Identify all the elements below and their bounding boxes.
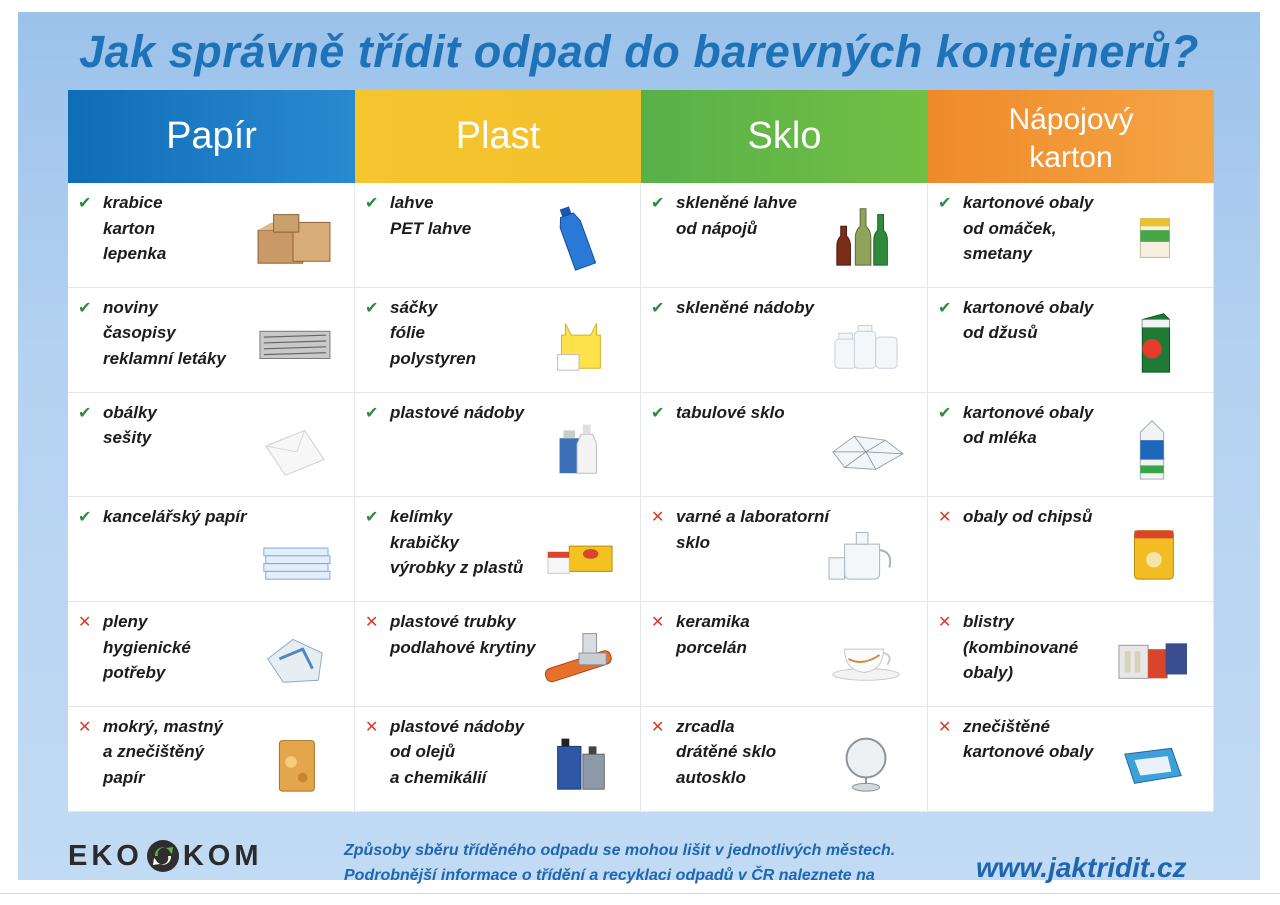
waste-item [355,288,641,393]
teacup-icon [825,620,907,690]
footer-note-line: Způsoby sběru tříděného odpadu se mohou lišit v jednotlivých městech. [344,842,896,859]
waste-item-line: noviny [103,297,158,317]
footer-note [344,838,895,888]
waste-item-line: obálky [103,402,157,422]
waste-item-line: kartonové obaly [963,742,1094,762]
waste-item [641,707,928,812]
waste-item-line: pleny [103,612,148,632]
waste-item-line: blistry [963,612,1015,632]
milk-carton-icon [1111,411,1193,481]
cross-icon: ✕ [938,614,952,632]
check-icon: ✔ [938,404,952,422]
waste-item-text [676,609,750,660]
waste-item-text [963,400,1093,451]
column-title-line: Nápojový [1008,102,1134,136]
waste-item [641,183,928,288]
paper-stack-icon [252,515,334,585]
waste-item-line: polystyren [390,348,476,368]
waste-item-text [103,504,247,530]
waste-item-line: potřeby [103,663,166,683]
waste-item [355,602,641,707]
waste-item-line: keramika [676,612,750,632]
waste-item-line: porcelán [676,637,747,657]
diaper-icon [252,620,334,690]
envelope-icon [252,411,334,481]
check-icon: ✔ [78,299,92,317]
logo-text-right: KOM [182,839,263,872]
waste-item-text [390,609,535,660]
blister-pack-icon [1111,620,1193,690]
waste-item-line: od nápojů [676,218,758,238]
waste-item-line: krabice [103,193,163,212]
waste-item-line: hygienické [103,637,191,657]
waste-item-line: od džusů [963,323,1038,343]
waste-item-line: tabulové sklo [676,402,785,422]
cross-icon: ✕ [938,509,952,527]
page-title: Jak správně třídit odpad do barevných kontejnerů? [79,26,1199,77]
waste-item-text [390,504,523,581]
waste-item-line: znečištěné [963,716,1050,736]
header-sklo [641,90,928,183]
check-icon: ✔ [651,195,665,212]
waste-item-line: kartonové obaly [963,297,1094,317]
waste-item-text [390,714,524,791]
pipes-icon [538,620,620,690]
waste-item-line: lepenka [103,244,167,263]
waste-item-line: obaly od chipsů [963,507,1093,527]
waste-item [928,497,1214,602]
waste-item-line: sáčky [390,297,438,317]
waste-item-line: od olejů [390,742,456,762]
waste-item-line: plastové nádoby [390,716,525,736]
cross-icon: ✕ [651,509,665,527]
header-papir [68,90,355,183]
waste-item [68,497,355,602]
waste-item-line: časopisy [103,323,176,343]
waste-item [68,602,355,707]
waste-item [641,602,928,707]
cross-icon: ✕ [651,718,665,736]
waste-item-text [676,400,785,426]
waste-item-text [963,295,1093,346]
waste-item-text [103,609,191,686]
waste-item-text [390,295,476,372]
divider [0,893,1280,894]
pet-bottle-icon [538,201,620,271]
recycle-arrows-icon [145,838,181,874]
waste-item-line: drátěné sklo [676,742,777,762]
waste-item [68,183,355,288]
waste-item [68,288,355,393]
column-title-line: Sklo [747,115,822,157]
waste-item-line: skleněné nádoby [676,297,814,317]
juice-carton-icon [1111,306,1193,376]
waste-item [641,393,928,498]
check-icon: ✔ [78,509,92,527]
column-title-line: Plast [455,115,541,157]
poster [18,12,1260,884]
waste-item-line: podlahové krytiny [390,637,536,657]
broken-glass-icon [825,411,907,481]
mirror-icon [825,725,907,795]
cross-icon: ✕ [365,614,379,632]
waste-item-line: (kombinované [963,637,1079,657]
glass-bottles-icon [825,201,907,271]
glass-teapot-icon [825,515,907,585]
waste-item-line: reklamní letáky [103,348,226,368]
waste-item [928,393,1214,498]
waste-item [928,602,1214,707]
sauce-carton-icon [1111,201,1193,271]
waste-item-text [390,190,471,241]
check-icon: ✔ [651,404,665,422]
waste-item-line: obaly) [963,663,1014,683]
waste-item-line: od mléka [963,428,1037,448]
waste-item-line: mokrý, mastný [103,716,223,736]
cross-icon: ✕ [651,614,665,632]
waste-item [355,707,641,812]
website-link[interactable]: www.jaktridit.cz [976,852,1187,883]
waste-item [928,288,1214,393]
waste-item-line: autosklo [676,767,746,787]
waste-item-text [963,714,1093,765]
logo-text-left: EKO [68,839,143,872]
check-icon: ✔ [78,195,92,212]
waste-item-text [676,504,829,555]
waste-item-line: varné a laboratorní [676,507,830,527]
cross-icon: ✕ [365,718,379,736]
waste-item-line: kartonové obaly [963,402,1094,422]
cardboard-boxes-icon [252,201,334,271]
waste-item-line: a chemikálií [390,767,487,787]
column-title-line: Papír [166,115,257,157]
ekokom-logo [68,838,288,874]
waste-item-line: krabičky [390,532,459,552]
sorting-table [68,90,1214,812]
waste-item [928,707,1214,812]
waste-item-line: karton [103,218,155,238]
newspapers-icon [252,306,334,376]
oil-canisters-icon [538,725,620,795]
check-icon: ✔ [938,299,952,317]
waste-item-text [103,400,157,451]
waste-item-line: skleněné lahve [676,193,797,212]
yogurt-cups-icon [538,515,620,585]
waste-item-line: plastové nádoby [390,402,525,422]
waste-item [355,497,641,602]
greasy-paper-bag-icon [252,725,334,795]
waste-item-text [103,714,223,791]
waste-item-line: sklo [676,532,711,552]
waste-item-line: od omáček, [963,218,1057,238]
waste-item-text [676,295,814,321]
waste-item-line: fólie [390,323,425,343]
glass-jars-icon [825,306,907,376]
waste-item-line: a znečištěný [103,742,205,762]
waste-item-line: sešity [103,428,152,448]
chips-bag-icon [1111,515,1193,585]
waste-item-line: smetany [963,244,1032,263]
plastic-bag-icon [538,306,620,376]
header-plast [355,90,641,183]
check-icon: ✔ [365,509,379,527]
waste-item-line: kartonové obaly [963,193,1094,212]
waste-item-line: PET lahve [390,218,472,238]
waste-item [68,707,355,812]
waste-item [928,183,1214,288]
waste-item [355,183,641,288]
cross-icon: ✕ [78,614,92,632]
waste-item [68,393,355,498]
waste-item-text [963,504,1092,530]
check-icon: ✔ [78,404,92,422]
waste-item [641,288,928,393]
waste-item-text [676,714,776,791]
waste-item-line: zrcadla [676,716,735,736]
waste-item [355,393,641,498]
header-napojovy-karton [928,90,1214,183]
check-icon: ✔ [651,299,665,317]
waste-item-line: výrobky z plastů [390,558,524,578]
check-icon: ✔ [365,299,379,317]
waste-item-line: kancelářský papír [103,507,247,527]
waste-item-line: lahve [390,193,434,212]
waste-item-text [963,609,1078,686]
check-icon: ✔ [365,195,379,212]
waste-item-line: plastové trubky [390,612,516,632]
footer-note-line: Podrobnější informace o třídění a recyklaci odpadů v ČR naleznete na [344,867,875,884]
waste-item-text [963,190,1093,267]
cross-icon: ✕ [938,718,952,736]
waste-item-line: kelímky [390,507,453,527]
column-title-line: karton [1029,140,1113,174]
waste-item [641,497,928,602]
check-icon: ✔ [365,404,379,422]
cross-icon: ✕ [78,718,92,736]
waste-item-line: papír [103,767,145,787]
waste-item-text [676,190,797,241]
waste-item-text [390,400,524,426]
check-icon: ✔ [938,195,952,212]
plastic-containers-icon [538,411,620,481]
waste-item-text [103,190,166,267]
waste-item-text [103,295,226,372]
dirty-carton-icon [1111,725,1193,795]
